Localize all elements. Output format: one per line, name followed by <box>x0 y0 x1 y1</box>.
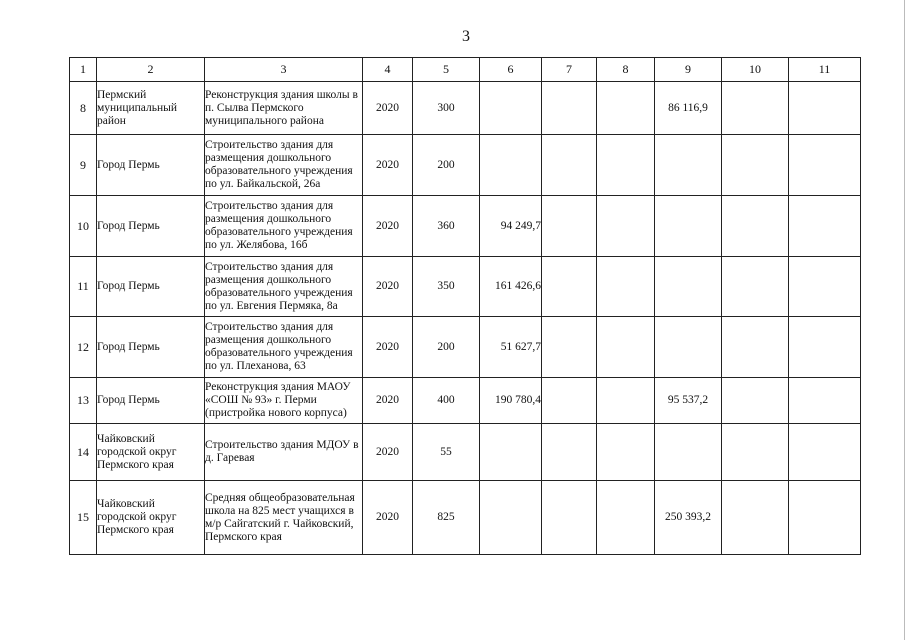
district-cell: Город Пермь <box>97 196 205 257</box>
row-number-cell: 11 <box>70 257 97 317</box>
object-cell: Строительство здания МДОУ в д. Гаревая <box>205 424 363 481</box>
col6-cell <box>480 481 542 555</box>
col8-cell <box>597 196 655 257</box>
table-row <box>70 378 861 424</box>
col11-cell <box>789 378 861 424</box>
object-cell: Строительство здания для размещения дошкольного образовательного учреждения по ул. Желябова, 16б <box>205 196 363 257</box>
col7-cell <box>542 481 597 555</box>
col11-cell <box>789 135 861 196</box>
table-row <box>70 196 861 257</box>
col9-cell <box>655 317 722 378</box>
page-number: 3 <box>462 28 470 45</box>
header-cell: 7 <box>542 58 597 82</box>
col10-cell <box>722 378 789 424</box>
col10-cell <box>722 317 789 378</box>
col9-cell <box>655 424 722 481</box>
capacity-cell: 360 <box>413 196 480 257</box>
year-cell: 2020 <box>363 257 413 317</box>
object-cell: Строительство здания для размещения дошкольного образовательного учреждения по ул. Байкальской, 26а <box>205 135 363 196</box>
investment-table <box>69 57 861 555</box>
year-cell: 2020 <box>363 135 413 196</box>
table-row <box>70 257 861 317</box>
row-number-cell: 14 <box>70 424 97 481</box>
capacity-cell: 350 <box>413 257 480 317</box>
col11-cell <box>789 424 861 481</box>
col7-cell <box>542 196 597 257</box>
row-number-cell: 12 <box>70 317 97 378</box>
row-number-cell: 13 <box>70 378 97 424</box>
col10-cell <box>722 257 789 317</box>
district-cell: Чайковский городской округ Пермского края <box>97 481 205 555</box>
object-cell: Реконструкция здания МАОУ «СОШ № 93» г. Перми (пристройка нового корпуса) <box>205 378 363 424</box>
district-cell: Город Пермь <box>97 317 205 378</box>
col10-cell <box>722 196 789 257</box>
header-cell: 8 <box>597 58 655 82</box>
header-cell: 1 <box>70 58 97 82</box>
capacity-cell: 200 <box>413 135 480 196</box>
col6-cell: 190 780,4 <box>480 378 542 424</box>
year-cell: 2020 <box>363 378 413 424</box>
year-cell: 2020 <box>363 317 413 378</box>
col10-cell <box>722 82 789 135</box>
year-cell: 2020 <box>363 82 413 135</box>
col9-cell: 250 393,2 <box>655 481 722 555</box>
year-cell: 2020 <box>363 424 413 481</box>
district-cell: Город Пермь <box>97 257 205 317</box>
col10-cell <box>722 424 789 481</box>
district-cell: Город Пермь <box>97 378 205 424</box>
header-cell: 6 <box>480 58 542 82</box>
table-body <box>70 58 861 555</box>
capacity-cell: 400 <box>413 378 480 424</box>
row-number-cell: 9 <box>70 135 97 196</box>
object-cell: Реконструкция здания школы в п. Сылва Пермского муниципального района <box>205 82 363 135</box>
col7-cell <box>542 317 597 378</box>
col6-cell <box>480 135 542 196</box>
table-row <box>70 82 861 135</box>
object-cell: Строительство здания для размещения дошкольного образовательного учреждения по ул. Евгения Пермяка, 8а <box>205 257 363 317</box>
col9-cell <box>655 196 722 257</box>
col9-cell <box>655 135 722 196</box>
header-cell: 3 <box>205 58 363 82</box>
header-cell: 9 <box>655 58 722 82</box>
header-cell: 2 <box>97 58 205 82</box>
capacity-cell: 825 <box>413 481 480 555</box>
col11-cell <box>789 196 861 257</box>
object-cell: Строительство здания для размещения дошкольного образовательного учреждения по ул. Плеханова, 63 <box>205 317 363 378</box>
col9-cell: 86 116,9 <box>655 82 722 135</box>
col6-cell <box>480 424 542 481</box>
row-number-cell: 15 <box>70 481 97 555</box>
col11-cell <box>789 481 861 555</box>
header-cell: 11 <box>789 58 861 82</box>
header-cell: 4 <box>363 58 413 82</box>
table-row <box>70 481 861 555</box>
table-header-row <box>70 58 861 82</box>
year-cell: 2020 <box>363 196 413 257</box>
col11-cell <box>789 257 861 317</box>
col6-cell: 94 249,7 <box>480 196 542 257</box>
capacity-cell: 55 <box>413 424 480 481</box>
row-number-cell: 10 <box>70 196 97 257</box>
col8-cell <box>597 135 655 196</box>
capacity-cell: 200 <box>413 317 480 378</box>
col7-cell <box>542 135 597 196</box>
col8-cell <box>597 257 655 317</box>
year-cell: 2020 <box>363 481 413 555</box>
col8-cell <box>597 424 655 481</box>
header-cell: 10 <box>722 58 789 82</box>
col10-cell <box>722 481 789 555</box>
col8-cell <box>597 82 655 135</box>
col8-cell <box>597 378 655 424</box>
row-number-cell: 8 <box>70 82 97 135</box>
district-cell: Город Пермь <box>97 135 205 196</box>
col10-cell <box>722 135 789 196</box>
table-row <box>70 317 861 378</box>
col6-cell: 51 627,7 <box>480 317 542 378</box>
col7-cell <box>542 257 597 317</box>
col9-cell: 95 537,2 <box>655 378 722 424</box>
col7-cell <box>542 82 597 135</box>
district-cell: Чайковский городской округ Пермского края <box>97 424 205 481</box>
col6-cell <box>480 82 542 135</box>
col7-cell <box>542 378 597 424</box>
district-cell: Пермский муниципальный район <box>97 82 205 135</box>
col11-cell <box>789 82 861 135</box>
table-row <box>70 424 861 481</box>
col9-cell <box>655 257 722 317</box>
col7-cell <box>542 424 597 481</box>
col11-cell <box>789 317 861 378</box>
header-cell: 5 <box>413 58 480 82</box>
object-cell: Средняя общеобразовательная школа на 825 мест учащихся в м/р Сайгатский г. Чайковский, Пермского края <box>205 481 363 555</box>
col8-cell <box>597 317 655 378</box>
col6-cell: 161 426,6 <box>480 257 542 317</box>
table-row <box>70 135 861 196</box>
capacity-cell: 300 <box>413 82 480 135</box>
col8-cell <box>597 481 655 555</box>
